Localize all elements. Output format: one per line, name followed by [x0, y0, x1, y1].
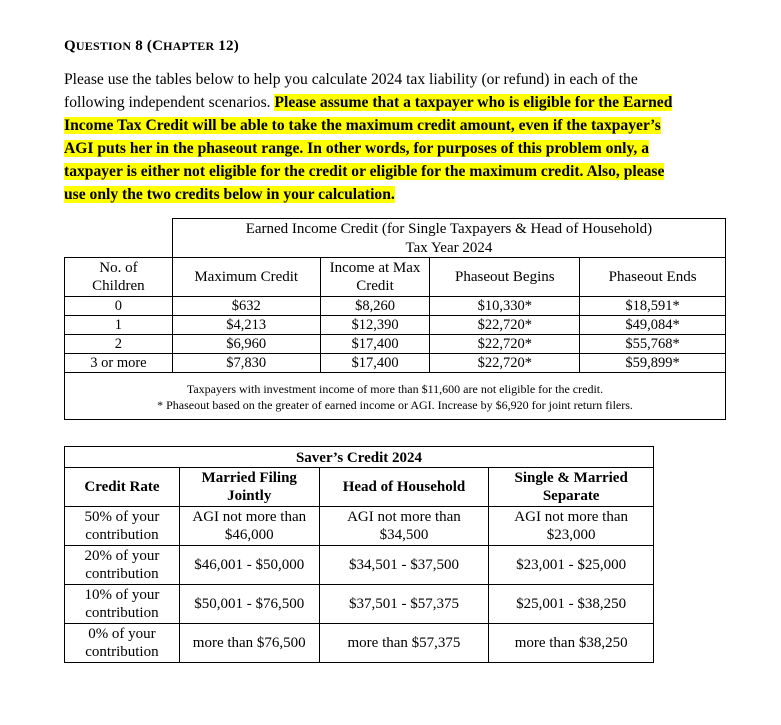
col-credit-rate-header: Credit Rate	[65, 468, 180, 507]
col-phase-begins-header: Phaseout Begins	[430, 258, 580, 297]
single-cell: more than $38,250	[489, 624, 654, 663]
phase-begins-cell: $22,720*	[430, 335, 580, 354]
eic-notes	[65, 373, 726, 420]
single-cell: $23,001 - $25,000	[489, 546, 654, 585]
hoh-cell: $37,501 - $57,375	[319, 585, 489, 624]
credit-rate-cell: 0% of your contribution	[65, 624, 180, 663]
max-credit-cell: $6,960	[172, 335, 320, 354]
col-mfj-header: Married Filing Jointly	[179, 468, 319, 507]
phase-ends-cell: $18,591*	[580, 297, 726, 316]
income-cell: $17,400	[320, 335, 430, 354]
income-cell: $12,390	[320, 316, 430, 335]
hoh-cell: $34,501 - $37,500	[319, 546, 489, 585]
eic-table	[64, 218, 726, 420]
eic-note-investment: Taxpayers with investment income of more than $11,600 are not eligible for the credit.	[186, 382, 604, 396]
single-cell: AGI not more than $23,000	[489, 507, 654, 546]
col-hoh-header: Head of Household	[319, 468, 489, 507]
mfj-cell: AGI not more than $46,000	[179, 507, 319, 546]
mfj-cell: $46,001 - $50,000	[179, 546, 319, 585]
max-credit-cell: $632	[172, 297, 320, 316]
eic-title: Earned Income Credit (for Single Taxpayers & Head of Household)	[172, 219, 725, 240]
income-cell: $17,400	[320, 354, 430, 373]
table-row	[65, 585, 654, 624]
phase-ends-cell: $59,899*	[580, 354, 726, 373]
col-children-header: No. of Children	[65, 258, 173, 297]
credit-rate-cell: 20% of your contribution	[65, 546, 180, 585]
max-credit-cell: $7,830	[172, 354, 320, 373]
single-cell: $25,001 - $38,250	[489, 585, 654, 624]
children-cell: 1	[65, 316, 173, 335]
intro-paragraph	[64, 68, 674, 206]
col-phase-ends-header: Phaseout Ends	[580, 258, 726, 297]
hoh-cell: more than $57,375	[319, 624, 489, 663]
phase-begins-cell: $22,720*	[430, 354, 580, 373]
table-row	[65, 335, 726, 354]
children-cell: 0	[65, 297, 173, 316]
eic-note-phaseout: * Phaseout based on the greater of earned income or AGI. Increase by $6,920 for joint return filers.	[157, 398, 633, 412]
phase-begins-cell: $10,330*	[430, 297, 580, 316]
income-cell: $8,260	[320, 297, 430, 316]
question-heading: QUESTION 8 (CHAPTER 12)	[64, 38, 239, 54]
hoh-cell: AGI not more than $34,500	[319, 507, 489, 546]
phase-begins-cell: $22,720*	[430, 316, 580, 335]
table-row	[65, 316, 726, 335]
eic-subtitle: Tax Year 2024	[172, 239, 725, 258]
phase-ends-cell: $49,084*	[580, 316, 726, 335]
col-income-header: Income at Max Credit	[320, 258, 430, 297]
credit-rate-cell: 50% of your contribution	[65, 507, 180, 546]
children-cell: 3 or more	[65, 354, 173, 373]
mfj-cell: more than $76,500	[179, 624, 319, 663]
table-row	[65, 297, 726, 316]
mfj-cell: $50,001 - $76,500	[179, 585, 319, 624]
phase-ends-cell: $55,768*	[580, 335, 726, 354]
table-row	[65, 546, 654, 585]
intro-text: Please use the tables below to help you calculate 2024 tax liability (or refund) in each of the following independent scenarios.	[64, 71, 638, 111]
col-single-header: Single & Married Separate	[489, 468, 654, 507]
savers-credit-table	[64, 446, 654, 663]
max-credit-cell: $4,213	[172, 316, 320, 335]
table-row	[65, 507, 654, 546]
savers-title: Saver’s Credit 2024	[65, 447, 654, 468]
table-row	[65, 624, 654, 663]
col-max-credit-header: Maximum Credit	[172, 258, 320, 297]
intro-highlight: Please assume that a taxpayer who is eligible for the Earned Income Tax Credit will be able to take the maximum credit amount, even if the taxpayer’s AGI puts her in the phaseout range. In other words, for purposes of this problem only, a taxpayer is either not eligible for the credit or eligible for the maximum credit. Also, please use only the two credits below in your calculation.	[64, 94, 673, 203]
table-row	[65, 354, 726, 373]
credit-rate-cell: 10% of your contribution	[65, 585, 180, 624]
children-cell: 2	[65, 335, 173, 354]
